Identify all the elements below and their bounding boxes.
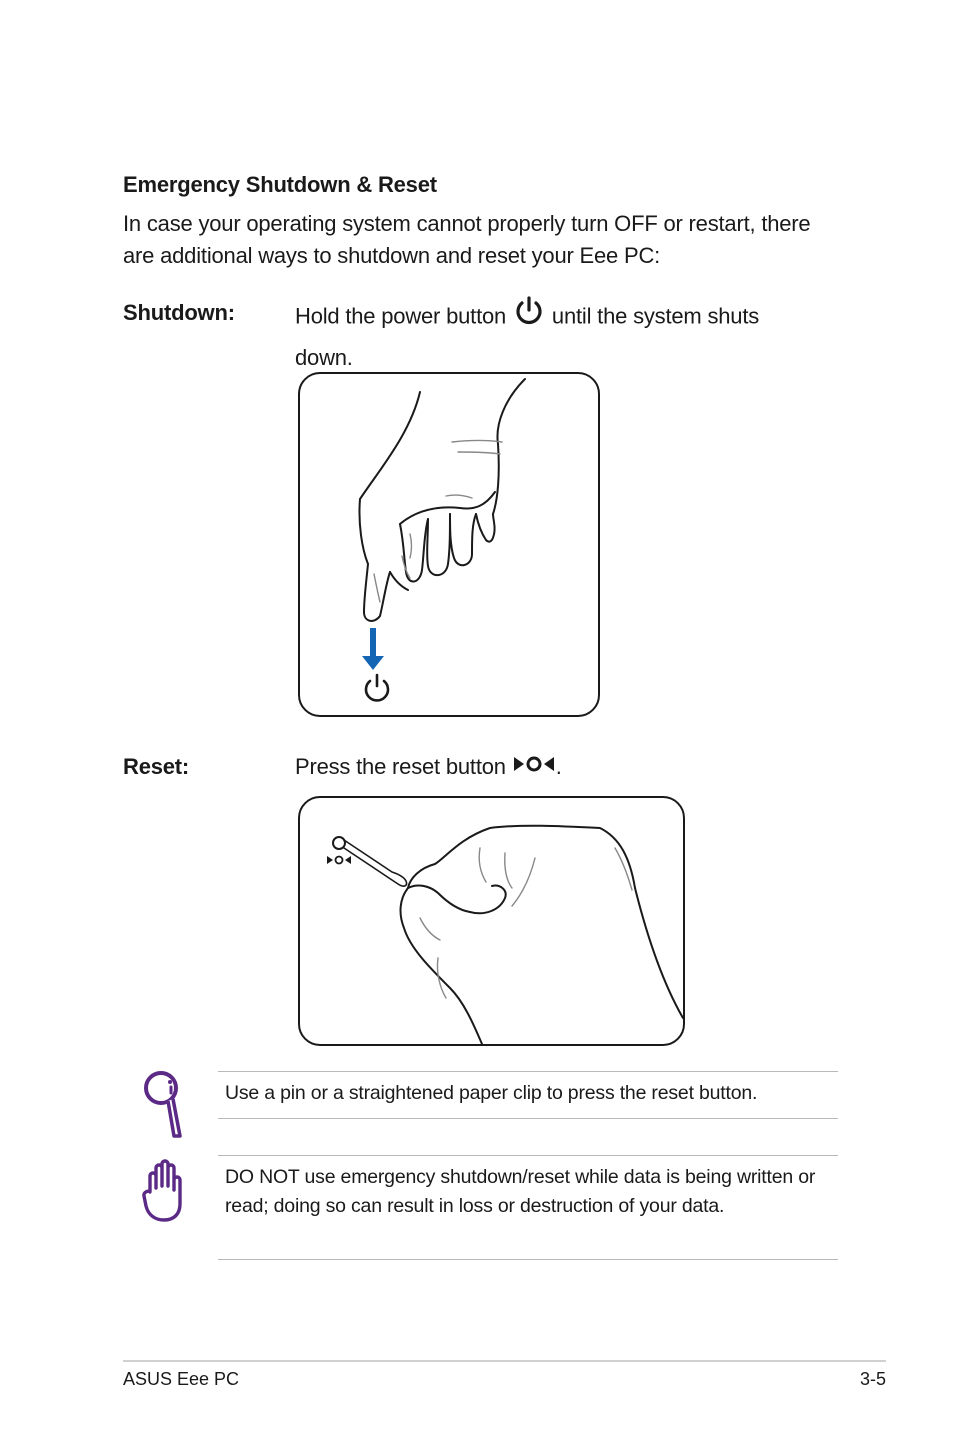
note-top-rule: [218, 1071, 838, 1072]
section-heading: Emergency Shutdown & Reset: [123, 172, 437, 197]
reset-icon: [512, 750, 556, 786]
warning-text: DO NOT use emergency shutdown/reset while data is being written or read; doing so can result in loss or destruction of your data.: [225, 1166, 816, 1217]
shutdown-text-after: until the system shuts: [551, 303, 760, 329]
magnifier-icon: [140, 1068, 186, 1147]
shutdown-illustration: [298, 372, 600, 717]
pin-press-drawing: [300, 798, 683, 1044]
reset-text-before: Press the reset button: [295, 754, 506, 779]
warning-top-rule: [218, 1155, 838, 1156]
hand-stop-icon: [140, 1158, 190, 1229]
reset-illustration: [298, 796, 685, 1046]
footer-product-name: ASUS Eee PC: [123, 1369, 240, 1389]
shutdown-text-line2: down.: [295, 345, 353, 370]
reset-label: Reset:: [123, 754, 190, 779]
finger-press-drawing: [300, 374, 598, 715]
shutdown-description: [295, 295, 835, 376]
warning-bottom-rule: [218, 1259, 838, 1260]
reset-hole-icon: [333, 837, 345, 849]
note-tip-text: Use a pin or a straightened paper clip to press the reset button.: [225, 1082, 758, 1104]
intro-paragraph: In case your operating system cannot properly turn OFF or restart, there are additional ways to shutdown and reset your Eee PC:: [123, 211, 811, 268]
power-icon: [512, 295, 546, 340]
note-bottom-rule: [218, 1118, 838, 1119]
page-number: 3-5: [859, 1369, 886, 1389]
reset-symbol-icon: [327, 856, 351, 864]
shutdown-text-before: Hold the power button: [295, 303, 507, 329]
footer-rule: [123, 1360, 886, 1362]
reset-description: [295, 749, 835, 786]
power-symbol-icon: [366, 675, 388, 700]
reset-text-after: .: [555, 754, 562, 779]
shutdown-label: Shutdown:: [123, 300, 235, 325]
press-arrow-icon: [362, 628, 384, 670]
